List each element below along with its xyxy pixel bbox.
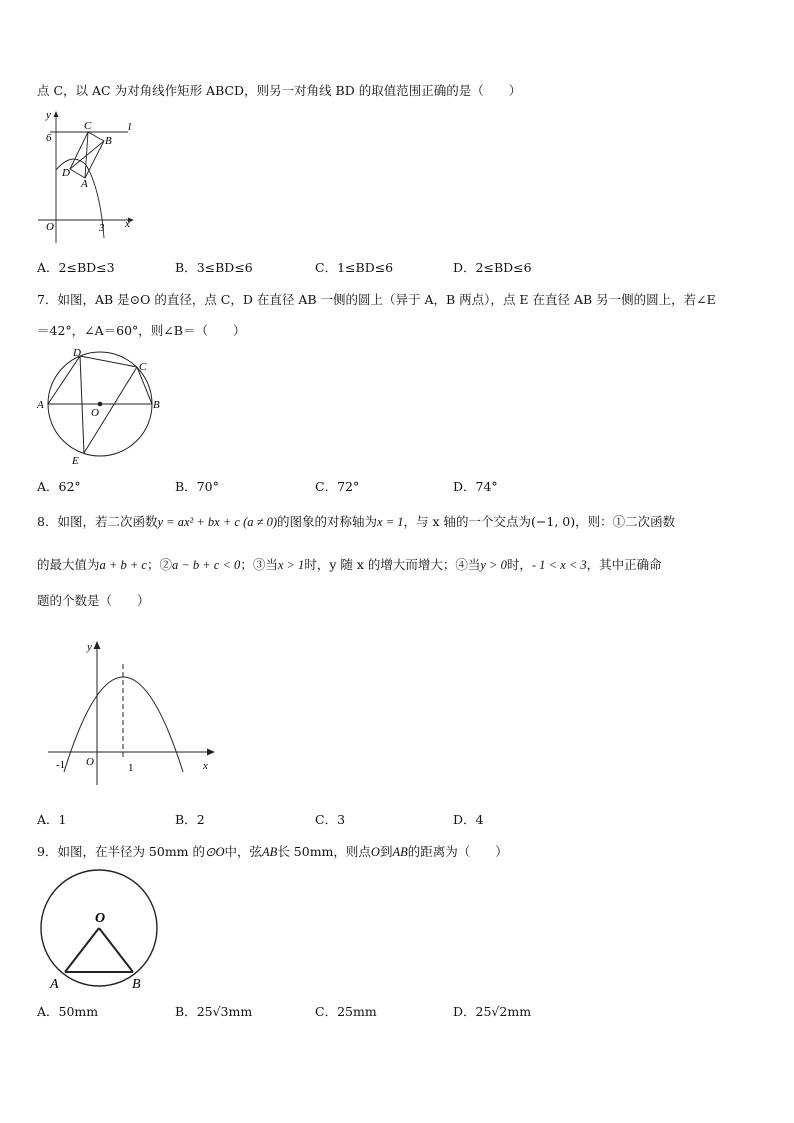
q8-question-line3: 题的个数是（ ） [37, 593, 150, 608]
q9-radius-ob [99, 928, 133, 972]
q7-label-a: A [37, 399, 44, 411]
q8-formula-quadratic: y = ax² + bx + c (a ≠ 0) [157, 515, 278, 529]
q7-option-b[interactable]: B．70° [175, 479, 219, 494]
q7-option-d[interactable]: D．74° [453, 479, 498, 494]
q7-label-d: D [73, 347, 81, 359]
q8-label-o: O [86, 756, 94, 768]
q8-figure [40, 632, 225, 787]
q6-label-a: A [81, 178, 88, 190]
q8-question-line2: 的最大值为a + b + c；②a − b + c < 0；③当x > 1时，y 随 x 的增大而增大；④当y > 0时，- 1 < x < 3，其中正确命 [37, 557, 662, 572]
q8-option-a[interactable]: A．1 [37, 812, 67, 827]
q7-label-c: C [139, 361, 147, 373]
q8-option-c[interactable]: C．3 [315, 812, 346, 827]
q9-option-b[interactable]: B．25√3mm [175, 1004, 253, 1019]
q9-label-o: O [95, 911, 106, 926]
q7-option-c[interactable]: C．72° [315, 479, 360, 494]
q6-label-y: y [46, 109, 51, 121]
q7-figure [36, 342, 166, 470]
q8-formula-point: (−1, 0) [531, 514, 576, 529]
q6-label-o: O [46, 221, 54, 233]
q8-question-line1: 8．如图，若二次函数y = ax² + bx + c (a ≠ 0)的图象的对称轴为x = 1，与 x 轴的一个交点为(−1, 0)，则：①二次函数 [37, 514, 676, 529]
q8-label-x: x [203, 760, 208, 772]
q7-chord-ad [48, 356, 80, 404]
q6-question-text: 点 C，以 AC 为对角线作矩形 ABCD，则另一对角线 BD 的取值范围正确的是（ ） [37, 83, 522, 98]
q8-option-d[interactable]: D．4 [453, 812, 484, 827]
q8-y-arrow [94, 641, 101, 649]
q6-figure [30, 108, 140, 248]
q8-label-neg1: -1 [56, 759, 66, 771]
q7-question-line2: ＝42°，∠A＝60°，则∠B＝（ ） [37, 323, 246, 338]
q6-label-6: 6 [46, 132, 52, 144]
q7-center-o [98, 402, 103, 407]
q6-y-arrow [54, 111, 59, 117]
q8-option-b[interactable]: B．2 [175, 812, 205, 827]
q8-formula-axis: x = 1 [377, 515, 404, 529]
q7-option-a[interactable]: A．62° [37, 479, 81, 494]
q9-option-c[interactable]: C．25mm [315, 1004, 377, 1019]
q9-option-a[interactable]: A．50mm [37, 1004, 99, 1019]
q6-label-x: x [125, 218, 130, 230]
q7-chord-dc [80, 356, 137, 367]
q6-label-c: C [84, 120, 92, 132]
q9-question-text: 9．如图，在半径为 50mm 的⊙O中，弦AB长 50mm，则点O到AB的距离为（ ） [37, 844, 508, 859]
q7-label-e: E [72, 455, 79, 467]
q8-label-y: y [87, 641, 92, 653]
q9-radius-oa [65, 928, 99, 972]
q7-label-b: B [153, 399, 160, 411]
q7-question-line1: 7．如图，AB 是⊙O 的直径，点 C，D 在直径 AB 一侧的圆上（异于 A，B 两点），点 E 在直径 AB 另一侧的圆上，若∠E [37, 292, 716, 307]
q6-option-a[interactable]: A．2≤BD≤3 [37, 260, 115, 275]
q6-option-b[interactable]: B．3≤BD≤6 [175, 260, 253, 275]
q7-label-o: O [91, 407, 99, 419]
q8-x-arrow [207, 749, 215, 756]
q9-option-d[interactable]: D．25√2mm [453, 1004, 532, 1019]
q6-label-l: l [128, 121, 132, 133]
q6-label-b: B [105, 135, 112, 147]
q8-label-1: 1 [128, 762, 134, 774]
q6-option-d[interactable]: D．2≤BD≤6 [453, 260, 532, 275]
q6-label-3: 3 [99, 222, 105, 234]
q6-label-d: D [62, 167, 70, 179]
q6-option-c[interactable]: C．1≤BD≤6 [315, 260, 394, 275]
q9-label-a: A [50, 977, 59, 992]
q9-figure [36, 866, 166, 994]
q9-label-b: B [132, 977, 141, 992]
